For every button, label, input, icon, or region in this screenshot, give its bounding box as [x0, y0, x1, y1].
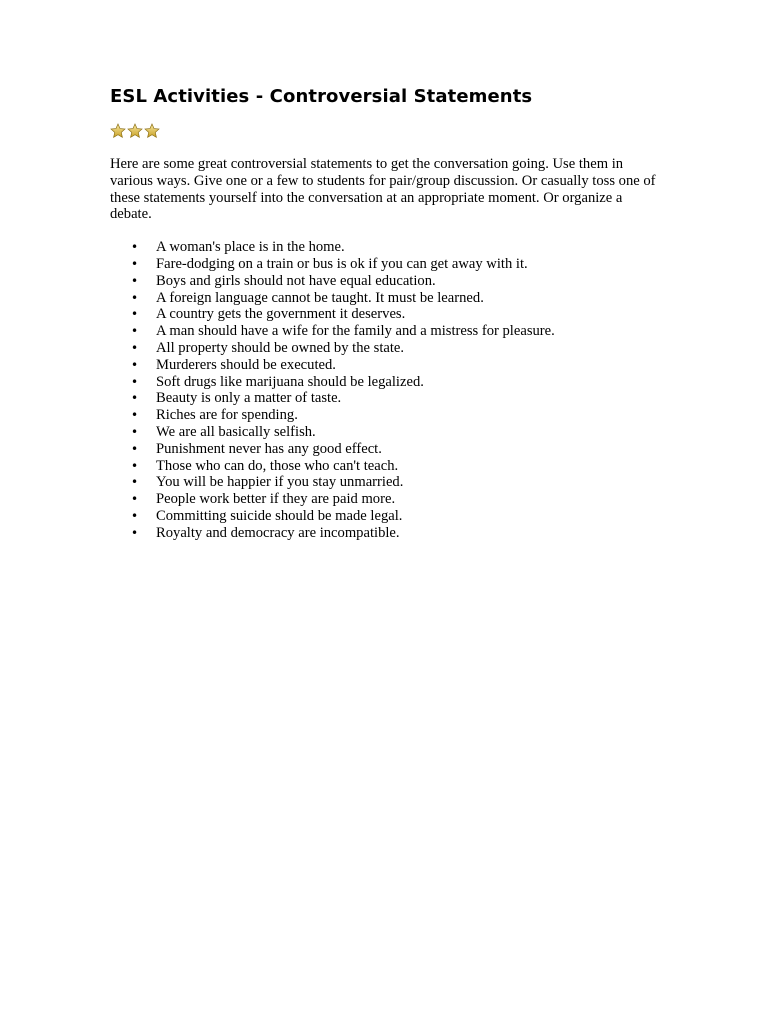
page-title: ESL Activities - Controversial Statements	[110, 86, 533, 107]
star-icon	[110, 123, 126, 139]
star-icon	[144, 123, 160, 139]
list-item: • A man should have a wife for the family and a mistress for pleasure.	[110, 323, 670, 340]
star-rating	[110, 123, 670, 145]
list-item: • Punishment never has any good effect.	[110, 441, 670, 458]
star-icon	[127, 123, 143, 139]
list-item: • Beauty is only a matter of taste.	[110, 390, 670, 407]
list-item: • All property should be owned by the state.	[110, 340, 670, 357]
list-item: • A country gets the government it deserves.	[110, 306, 670, 323]
list-item: • We are all basically selfish.	[110, 424, 670, 441]
document-page	[110, 84, 670, 542]
list-item: • Royalty and democracy are incompatible.	[110, 525, 670, 542]
list-item: • Riches are for spending.	[110, 407, 670, 424]
list-item: • People work better if they are paid more.	[110, 491, 670, 508]
list-item: • Soft drugs like marijuana should be legalized.	[110, 374, 670, 391]
list-item: • Fare-dodging on a train or bus is ok if you can get away with it.	[110, 256, 670, 273]
list-item: • A woman's place is in the home.	[110, 239, 670, 256]
list-item: • Committing suicide should be made legal.	[110, 508, 670, 525]
list-item: • Those who can do, those who can't teach.	[110, 458, 670, 475]
statement-list	[110, 239, 670, 541]
intro-paragraph: Here are some great controversial statements to get the conversation going. Use them in various ways. Give one or a few to students for pair/group discussion. Or casually toss one of these statements yourself into the conversation at an appropriate moment. Or organize a debate.	[110, 156, 656, 223]
list-item: • Boys and girls should not have equal education.	[110, 273, 670, 290]
list-item: • Murderers should be executed.	[110, 357, 670, 374]
list-item: • A foreign language cannot be taught. It must be learned.	[110, 290, 670, 307]
list-item: • You will be happier if you stay unmarried.	[110, 474, 670, 491]
